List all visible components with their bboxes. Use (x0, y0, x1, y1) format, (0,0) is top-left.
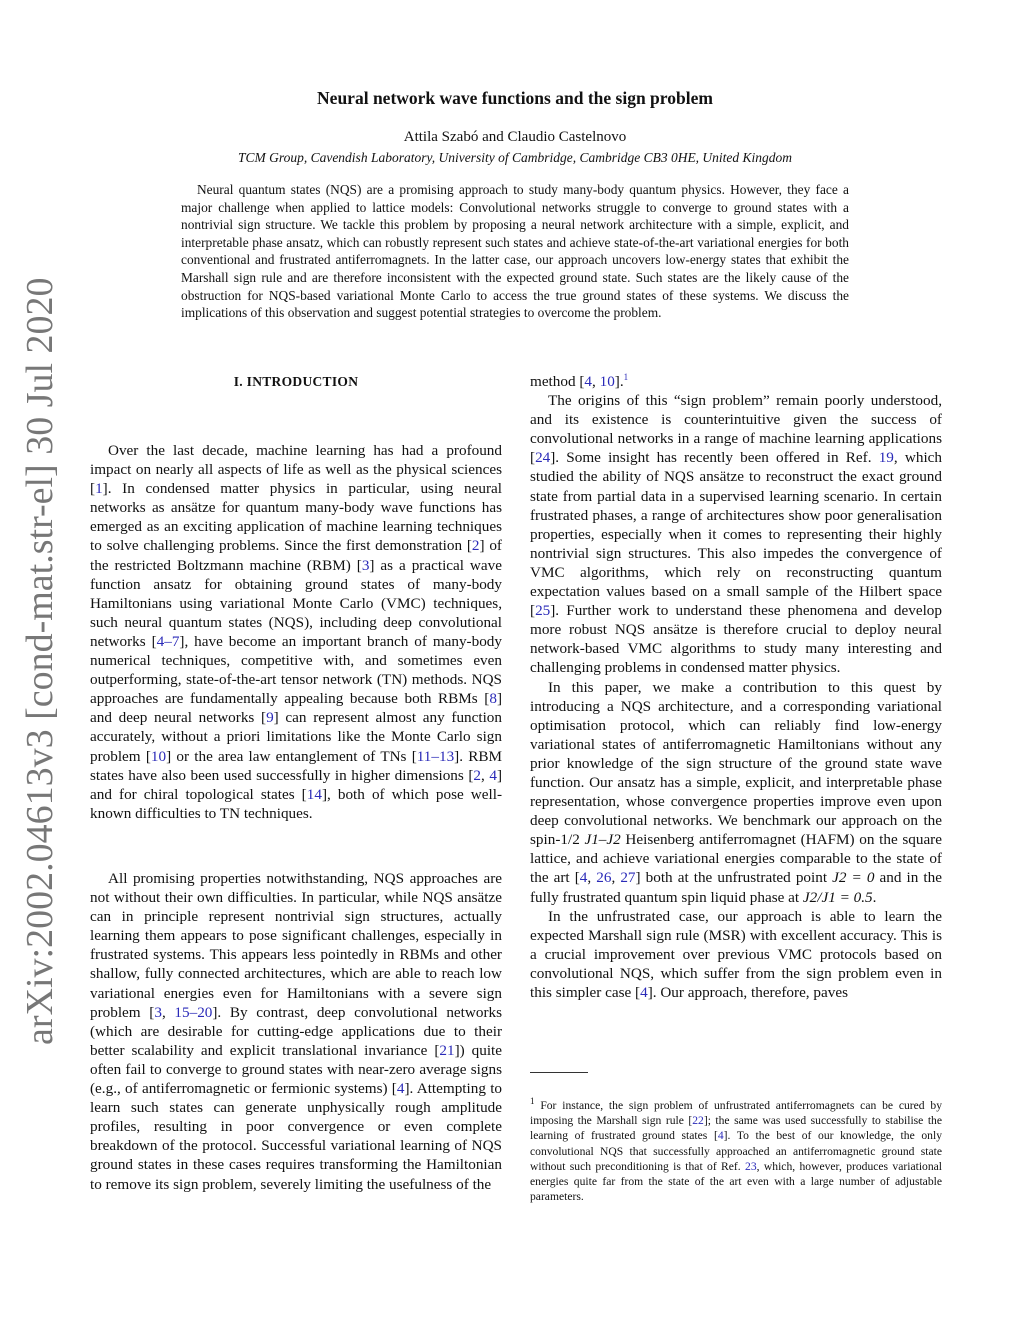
citation[interactable]: 3 (154, 1003, 162, 1021)
citation[interactable]: 4 (584, 373, 593, 390)
intro-paragraph-2: All promising properties notwithstanding, NQS approaches are not without their own difficulties. In particular, while NQS ansätze can in principle represent nontrivial sign structures, actually learning them appears to pose significant challenges, especially in frustrated systems. This appears less pointedly in RBMs and other shallow, fully connected architectures, which are able to reach low variational energies even for Hamiltonians with a severe sign problem [3, 15–20]. By contrast, deep convolutional networks (which are desirable for cutting-edge applications due to their better scalability and explicit translational invariance [21]) quite often fail to converge to ground states with near-zero average signs (e.g., of antiferromagnetic or fermionic systems) [4]. Attempting to learn such states can generate unphysically rough amplitude profiles, resulting in poor convergence or even complete breakdown of the protocol. Successful variational learning of NQS ground states in these cases requires transforming the Hamiltonian to remove its sign problem, severely limiting the usefulness of the (90, 870, 503, 1193)
abstract: Neural quantum states (NQS) are a promising approach to study many-body quantum physics. However, they face a major challenge when applied to lattice models: Convolutional networks struggle to converge to ground states with a nontrivial sign structure. We tackle this problem by proposing a neural network architecture with a simple, explicit, and interpretable phase ansatz, which can robustly represent such states and achieve state-of-the-art variational energies for both conventional and frustrated antiferromagnets. In the latter case, our approach uncovers low-energy states that exhibit the Marshall sign rule and are therefore inconsistent with the expected ground state. Such states are the likely cause of the obstruction for NQS-based variational Monte Carlo to access the true ground states of these systems. We discuss the implications of this observation and suggest potential strategies to overcome the problem. (181, 182, 849, 321)
citation[interactable]: 1 (95, 480, 103, 498)
right-paragraph-1: The origins of this “sign problem” remain poorly understood, and its existence is counterintuitive given the success of convolutional networks in a range of machine learning applications [24]. Some insight has recently been offered in Ref. 19, which studied the ability of NQS ansätze to reconstruct the exact ground state from partial data in a supervised learning scenario. In certain frustrated phases, a range of architectures show poor generalisation properties, especially when it comes to representing their highly nontrivial sign structures. This also impedes the convergence of VMC algorithms, which rely on reconstructing quantum expectation values based on a small sample of the Hilbert space [25]. Further work to understand these phenomena and develop more robust NQS ansätze is therefore crucial to deploy neural network-based VMC algorithms to study many interesting and challenging problems in condensed matter physics. (530, 392, 942, 677)
math-inline: J2 = 0 (832, 869, 875, 887)
right-paragraph-3: In the unfrustrated case, our approach is able to learn the expected Marshall sign rule (MSR) with excellent accuracy. This is a crucial improvement over previous VMC protocols based on convolutional NQS, which suffer from the sign problem even in this simpler case [4]. Our approach, therefore, paves (530, 907, 942, 1001)
citation[interactable]: 2 (471, 537, 480, 555)
citation[interactable]: 4 (579, 869, 588, 887)
paper-title: Neural network wave functions and the sign problem (317, 88, 713, 108)
footnote-marker[interactable]: 1 (623, 371, 629, 382)
citation[interactable]: 22 (692, 1114, 704, 1128)
right-column (530, 372, 942, 1002)
citation[interactable]: 4 (640, 984, 648, 1001)
citation[interactable]: 4 (396, 1080, 405, 1098)
citation[interactable]: 27 (620, 869, 636, 887)
intro-paragraph-1: Over the last decade, machine learning has had a profound impact on nearly all aspects of life as well as the physical sciences [1]. In condensed matter physics in particular, using neural networks as ansätze for quantum many-body wave functions has emerged as an exciting application of machine learning techniques to solve challenging problems. Since the first demonstration [2] of the restricted Boltzmann machine (RBM) [3] as a practical wave function ansatz for obtaining ground states of many-body Hamiltonians using variational Monte Carlo (VMC) techniques, such neural quantum states (NQS), including deep convolutional networks [4–7], have become an important branch of many-body numerical techniques, competitive with, and sometimes even outperforming, state-of-the-art tensor network (TN) methods. NQS approaches are fundamentally appealing because both RBMs [8] and deep neural networks [9] can represent almost any function accurately, without a priori limitations like the Monte Carlo sign problem [10] or the area law entanglement of TNs [11–13]. RBM states have also been used successfully in higher dimensions [2, 4] and for chiral topological states [14], both of which pose well-known difficulties to TN techniques. (90, 442, 503, 822)
citation[interactable]: 14 (306, 785, 322, 803)
footnote: $^1$ For instance, the sign problem of unfrustrated antiferromagnets can be cured by imposing the Marshall sign rule [22]; the same was used successfully to stabilise the learning of frustrated ground states [4]. To the best of our knowledge, the only convolutional NQS that successfully approached an antiferromagnetic ground state without such preconditioning is that of Ref. 23, which, however, produces variational energies quite far from the state of the art even with a large number of adjustable parameters. (530, 1096, 942, 1204)
left-column-lower (90, 869, 502, 1194)
citation[interactable]: 4–7 (156, 632, 180, 650)
citation[interactable]: 9 (266, 709, 274, 727)
citation[interactable]: 19 (878, 449, 894, 467)
citation[interactable]: 8 (489, 690, 497, 708)
arxiv-identifier: arXiv:2002.04613v3 [cond-mat.str-el] 30 Jul 2020 (19, 277, 61, 1045)
right-paragraph-2: In this paper, we make a contribution to this quest by introducing a NQS architecture, and a corresponding variational optimisation protocol, which can reliably find low-energy variational states of antiferromagnetic Hamiltonians without any prior knowledge of the sign structure of the ground state wave function. Our ansatz has a simple, explicit, and interpretable phase representation, whose convergence properties improve even upon deep convolutional networks. We benchmark our approach on the spin-1/2 J1–J2 Heisenberg antiferromagnet (HAFM) on the square lattice, and achieve variational energies comparable to the state of the art [4, 26, 27] both at the unfrustrated point J2 = 0 and in the fully frustrated quantum spin liquid phase at J2/J1 = 0.5. (530, 678, 942, 906)
citation[interactable]: 15–20 (174, 1003, 213, 1021)
affiliation: TCM Group, Cavendish Laboratory, University of Cambridge, Cambridge CB3 0HE, United Kingdom (237, 150, 793, 165)
citation[interactable]: 10 (599, 373, 615, 390)
citation[interactable]: 3 (361, 556, 370, 574)
citation[interactable]: 10 (150, 747, 167, 765)
citation[interactable]: 23 (745, 1159, 757, 1173)
math-inline: J1–J2 (584, 831, 621, 849)
citation[interactable]: 21 (439, 1041, 455, 1059)
citation[interactable]: 24 (535, 449, 551, 467)
math-inline: J2/J1 = 0.5 (802, 888, 873, 906)
citation[interactable]: 2 (473, 766, 481, 784)
footnote-divider (530, 1072, 588, 1073)
footnote-number: 1 (530, 1096, 535, 1107)
citation[interactable]: 4 (717, 1129, 724, 1143)
left-column (90, 441, 502, 823)
section-heading: I. INTRODUCTION (233, 374, 359, 389)
citation[interactable]: 11–13 (416, 747, 455, 765)
citation[interactable]: 26 (596, 869, 612, 887)
citation[interactable]: 4 (489, 766, 497, 784)
authors: Attila Szabó and Claudio Castelnovo (403, 129, 627, 145)
citation[interactable]: 25 (535, 602, 551, 620)
right-paragraph-0: method [4, 10].$^1$ (530, 371, 629, 390)
